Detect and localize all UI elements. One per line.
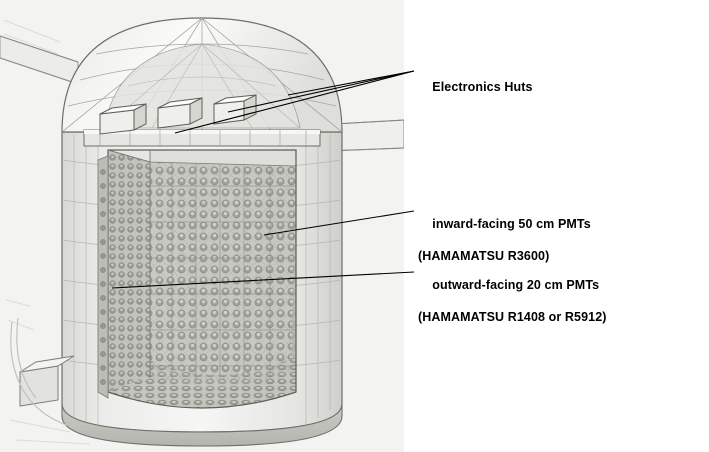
label-outward-pmts-line1: outward-facing 20 cm PMTs bbox=[432, 278, 600, 292]
label-electronics-huts-line1: Electronics Huts bbox=[432, 80, 533, 94]
inner-detector bbox=[100, 140, 304, 430]
inner-pmt-array-left bbox=[108, 150, 150, 392]
top-deck bbox=[84, 130, 320, 146]
outer-pmt-band bbox=[98, 156, 108, 398]
label-inward-pmts-line1: inward-facing 50 cm PMTs bbox=[432, 217, 591, 231]
label-inward-pmts-line2: (HAMAMATSU R3600) bbox=[418, 249, 550, 263]
label-outward-pmts bbox=[418, 261, 607, 357]
label-electronics-huts bbox=[418, 63, 533, 111]
label-outward-pmts-line2: (HAMAMATSU R1408 or R5912) bbox=[418, 310, 607, 324]
